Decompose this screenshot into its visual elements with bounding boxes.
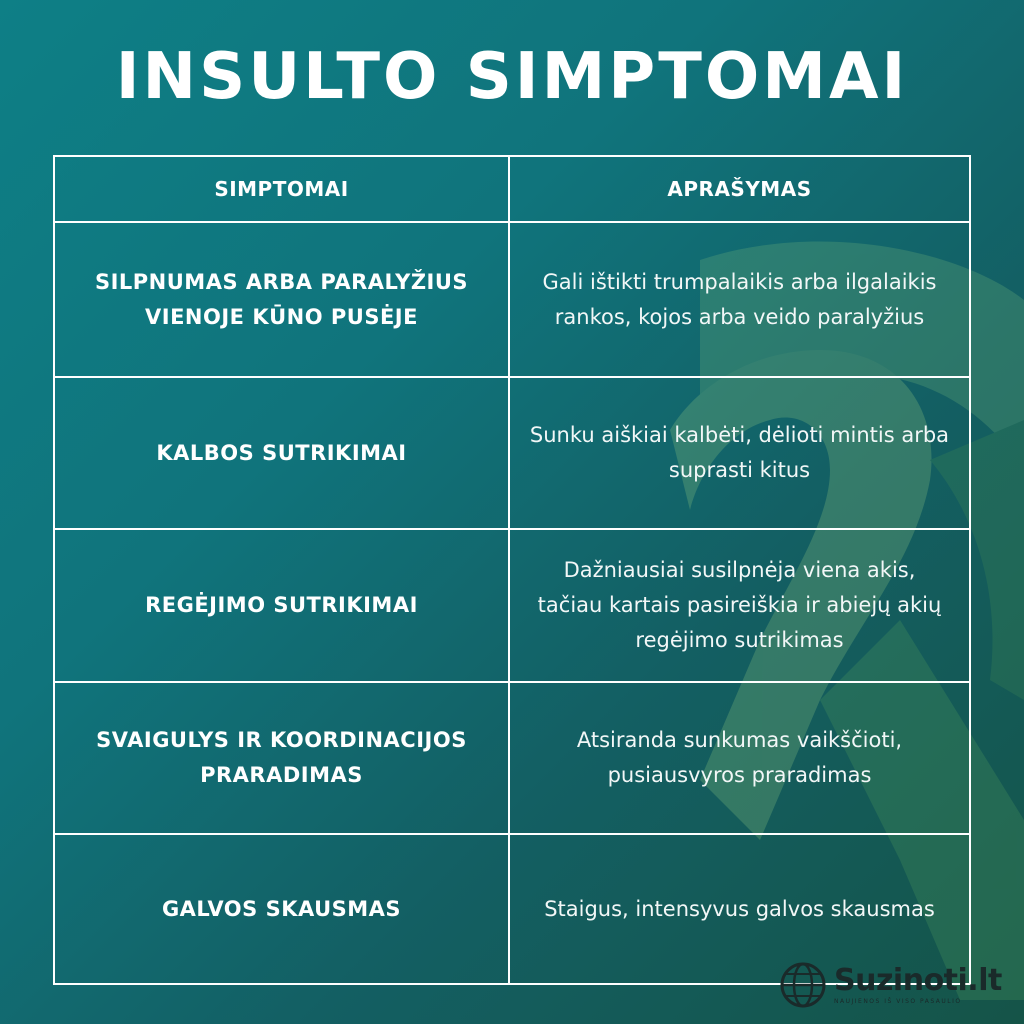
description-cell: Gali ištikti trumpalaikis arba ilgalaikis rankos, kojos arba veido paralyžius <box>542 269 937 329</box>
description-cell: Sunku aiškiai kalbėti, dėlioti mintis arba suprasti kitus <box>529 423 950 482</box>
symptom-cell: SILPNUMAS ARBA PARALYŽIUS VIENOJE KŪNO PUSĖJE <box>55 223 510 376</box>
table-row <box>55 528 969 681</box>
description-cell: Staigus, intensyvus galvos skausmas <box>544 896 935 921</box>
description-cell: Dažniausiai susilpnėja viena akis, tačiau kartais pasireiškia ir abiejų akių regėjimo sutrikimas <box>537 558 942 652</box>
table-row <box>55 833 969 983</box>
logo-name: Suzinoti.lt <box>834 963 1002 998</box>
header-symptoms: SIMPTOMAI <box>55 157 510 221</box>
logo-tagline: NAUJIENOS IŠ VISO PASAULIO <box>834 998 962 1005</box>
table-row <box>55 376 969 528</box>
symptom-cell: SVAIGULYS IR KOORDINACIJOS PRARADIMAS <box>55 683 510 833</box>
globe-icon <box>780 962 826 1008</box>
header-description: APRAŠYMAS <box>667 176 812 201</box>
site-logo <box>780 962 1002 1008</box>
symptom-cell: KALBOS SUTRIKIMAI <box>55 378 510 528</box>
description-cell: Atsiranda sunkumas vaikščioti, pusiausvyros praradimas <box>576 728 903 787</box>
table-row <box>55 221 969 376</box>
table-header-row <box>55 157 969 221</box>
table-row <box>55 681 969 833</box>
symptom-cell: GALVOS SKAUSMAS <box>55 835 510 983</box>
page-title: INSULTO SIMPTOMAI <box>115 40 909 114</box>
symptom-cell: REGĖJIMO SUTRIKIMAI <box>55 530 510 681</box>
symptoms-table <box>53 155 971 985</box>
